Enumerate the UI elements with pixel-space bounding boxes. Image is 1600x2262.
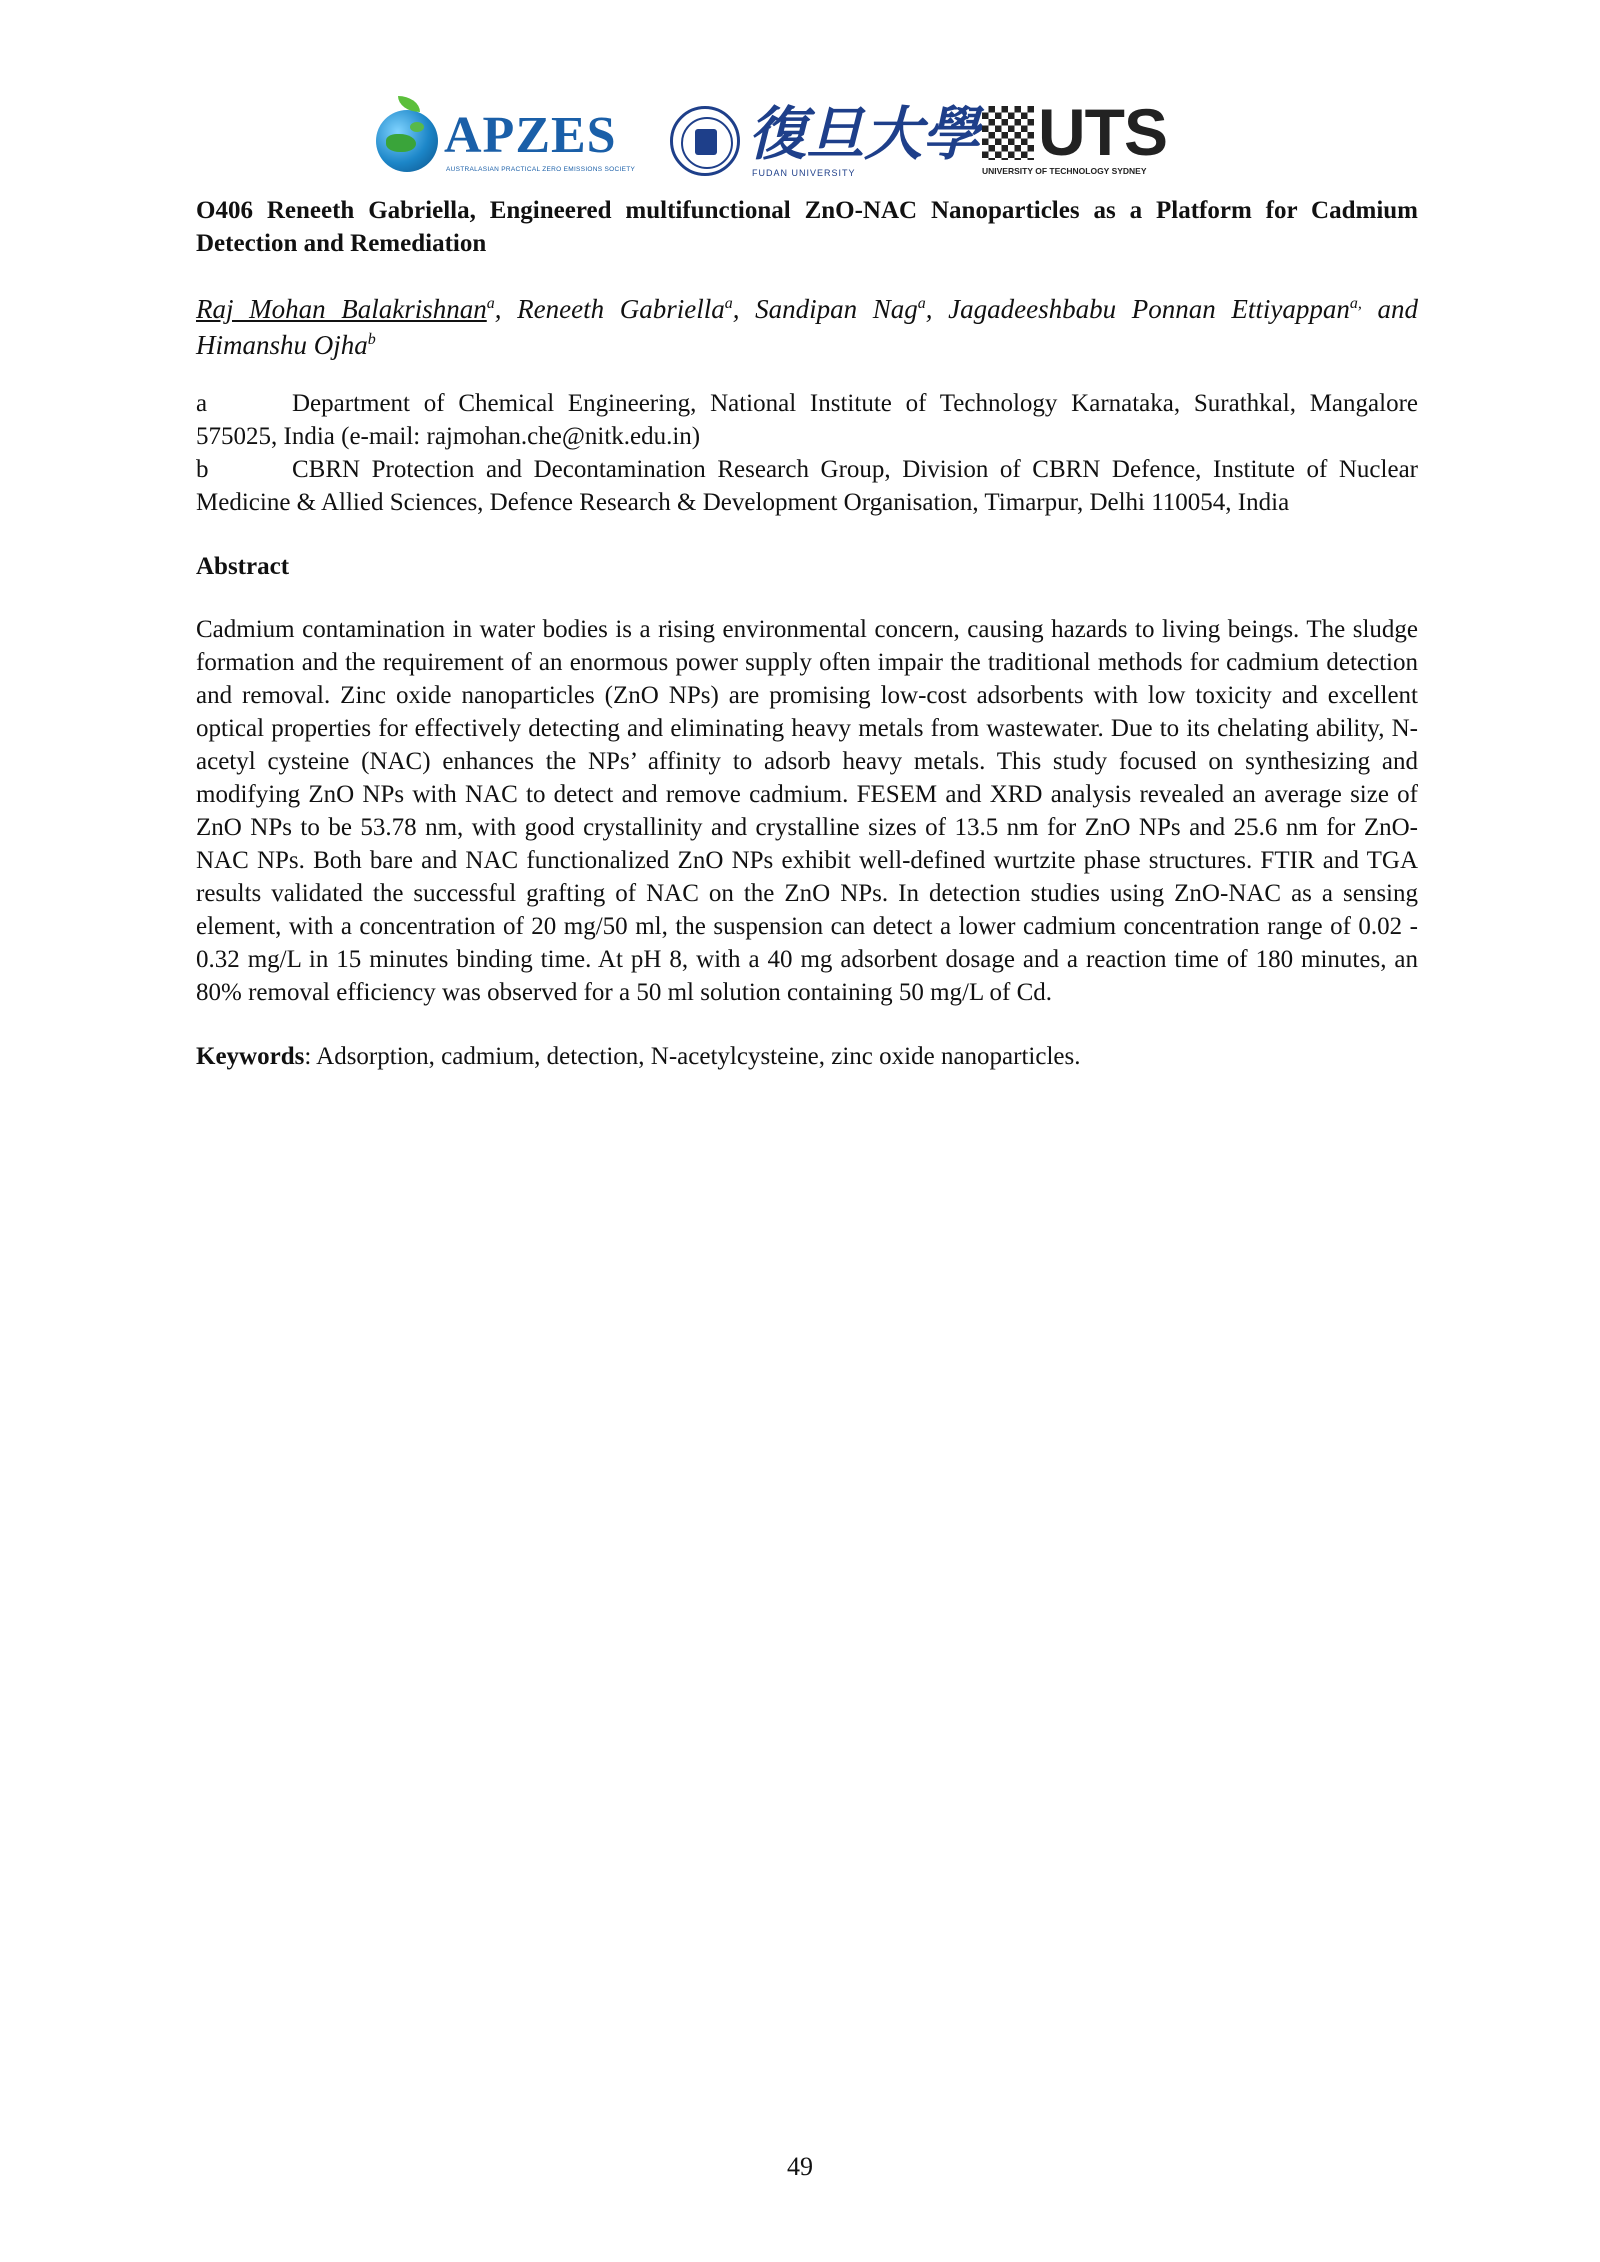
- keywords-label: Keywords: [196, 1043, 305, 1070]
- affiliations: [196, 387, 1418, 519]
- abstract-text: Cadmium contamination in water bodies is a rising environmental concern, causing hazards to living beings. The sludge formation and the requirement of an enormous power supply often impair the traditional methods for cadmium detection and removal. Zinc oxide nanoparticles (ZnO NPs) are promising low-cost adsorbents with low toxicity and excellent optical properties for effectively detecting and eliminating heavy metals from wastewater. Due to its chelating ability, N-acetyl cysteine (NAC) enhances the NPs’ affinity to adsorb heavy metals. This study focused on synthesizing and modifying ZnO NPs with NAC to detect and remove cadmium. FESEM and XRD analysis revealed an average size of ZnO NPs to be 53.78 nm, with good crystallinity and crystalline sizes of 13.5 nm for ZnO NPs and 25.6 nm for ZnO-NAC NPs. Both bare and NAC functionalized ZnO NPs exhibit well-defined wurtzite phase structures. FTIR and TGA results validated the successful grafting of NAC on the ZnO NPs. In detection studies using ZnO-NAC as a sensing element, with a concentration of 20 mg/50 ml, the suspension can detect a lower cadmium concentration range of 0.02 - 0.32 mg/L in 15 minutes binding time. At pH 8, with a 40 mg adsorbent dosage and a reaction time of 180 minutes, an 80% removal efficiency was observed for a 50 ml solution containing 50 mg/L of Cd.: [196, 616, 1418, 1006]
- apzes-logo: [376, 102, 636, 178]
- affiliation-text: CBRN Protection and Decontamination Research Group, Division of CBRN Defence, Institute of Nuclear Medicine & Allied Sciences, Defence Research & Development Organisation, Timarpur, Delhi 110054, India: [196, 456, 1418, 516]
- apzes-logo-text: APZES: [444, 107, 617, 164]
- author-separator: ,: [732, 294, 756, 324]
- fudan-logo-text: 復旦大學: [748, 100, 981, 168]
- author-separator: ,: [494, 294, 518, 324]
- fudan-seal-icon: [670, 106, 740, 176]
- affiliation-item: [196, 453, 1418, 519]
- author-affiliation-mark: a: [486, 295, 495, 312]
- paper-title: O406 Reneeth Gabriella, Engineered multifunctional ZnO-NAC Nanoparticles as a Platform for Cadmium Detection and Remediation: [196, 197, 1418, 257]
- author-separator: ,: [925, 294, 949, 324]
- fudan-logo-tagline: FUDAN UNIVERSITY: [752, 168, 856, 178]
- affiliation-text: Department of Chemical Engineering, National Institute of Technology Karnataka, Surathkal, Mangalore 575025, India (e-mail: rajmohan.che@nitk.edu.in): [196, 390, 1418, 450]
- author-affiliation-mark: a,: [1349, 295, 1362, 312]
- keywords: [196, 1040, 1418, 1073]
- author-name: Raj Mohan Balakrishnan: [196, 294, 487, 324]
- paper-content: [196, 194, 1418, 1073]
- author-name: Reneeth Gabriella: [517, 294, 725, 324]
- author-name: Himanshu Ojha: [196, 330, 368, 360]
- author-name: Jagadeeshbabu Ponnan Ettiyappan: [948, 294, 1350, 324]
- apzes-logo-tagline: AUSTRALASIAN PRACTICAL ZERO EMISSIONS SOCIETY: [446, 166, 636, 173]
- author-list: [196, 291, 1418, 363]
- author-affiliation-mark: a: [724, 295, 733, 312]
- uts-logo: [982, 95, 1172, 178]
- affiliation-letter: b: [196, 456, 209, 483]
- affiliation-item: [196, 387, 1418, 453]
- affiliation-letter: a: [196, 390, 208, 417]
- uts-logo-text: UTS: [1038, 95, 1167, 169]
- keywords-text: : Adsorption, cadmium, detection, N-acetylcysteine, zinc oxide nanoparticles.: [304, 1043, 1081, 1070]
- author-affiliation-mark: a: [917, 295, 926, 312]
- author-separator: and: [1361, 294, 1419, 324]
- author-affiliation-mark: b: [367, 331, 376, 348]
- uts-pattern-icon: [982, 106, 1034, 160]
- header-logos: [370, 96, 1170, 186]
- page-number: 49: [787, 2152, 813, 2181]
- abstract-heading: Abstract: [196, 553, 290, 580]
- uts-logo-tagline: UNIVERSITY OF TECHNOLOGY SYDNEY: [982, 166, 1147, 176]
- globe-icon: [376, 110, 438, 172]
- author-name: Sandipan Nag: [755, 294, 918, 324]
- fudan-logo: [670, 100, 981, 180]
